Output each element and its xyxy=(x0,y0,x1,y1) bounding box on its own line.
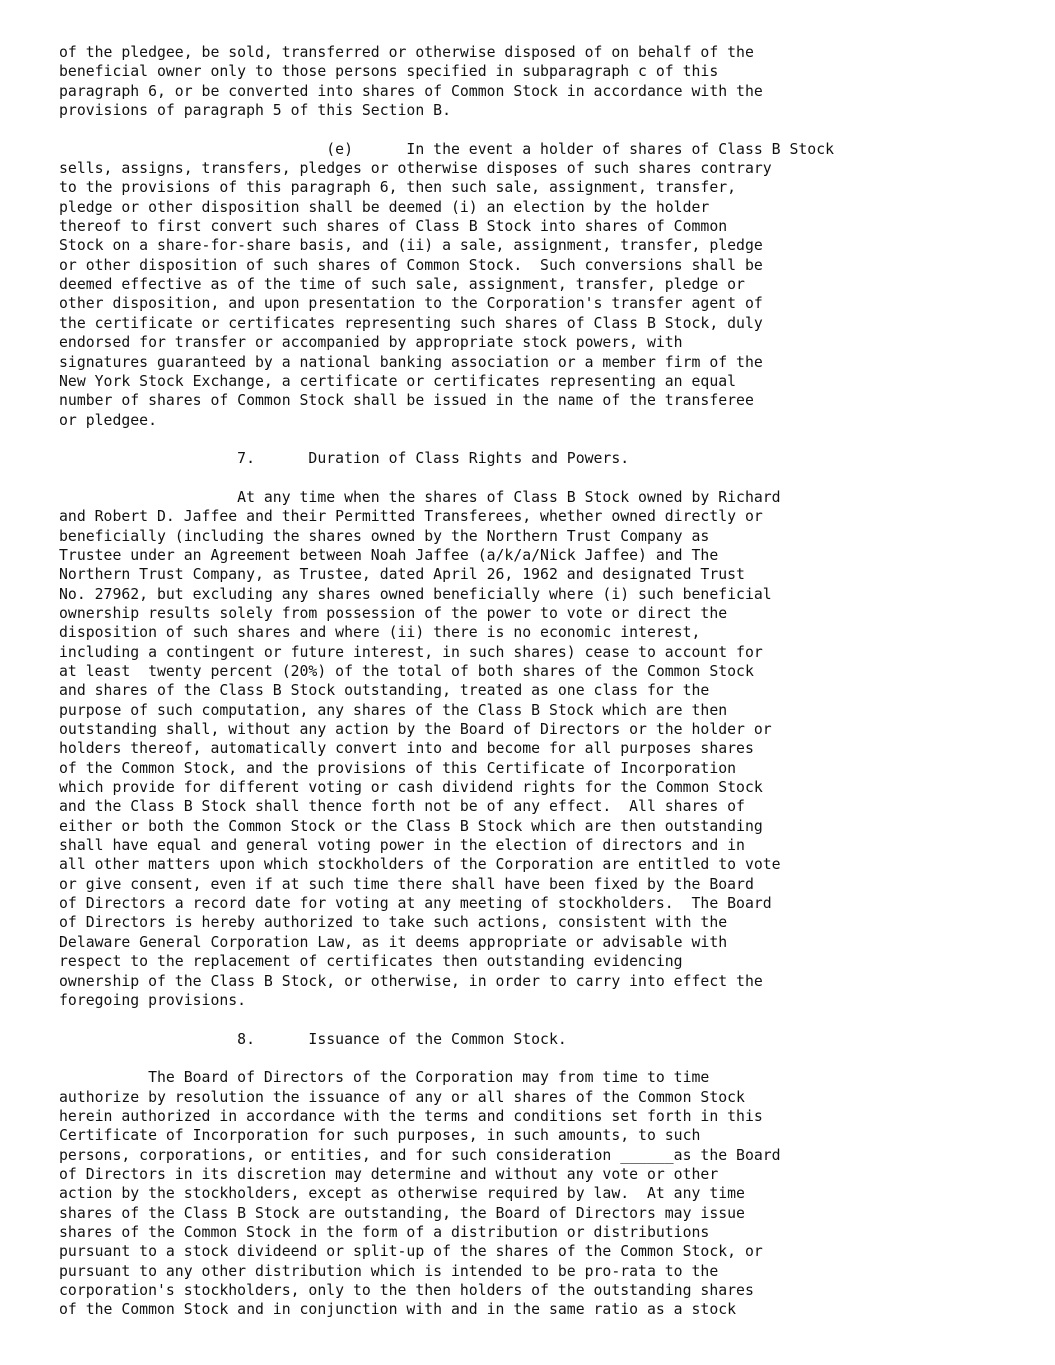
text-line: paragraph 6, or be converted into shares of Common Stock in accordance with the xyxy=(59,82,763,100)
text-line: authorize by resolution the issuance of any or all shares of the Common Stock xyxy=(59,1088,745,1106)
text-line: purpose of such computation, any shares of the Class B Stock which are then xyxy=(59,701,728,719)
text-line: number of shares of Common Stock shall be issued in the name of the transferee xyxy=(59,392,754,410)
paragraph-duration-class-rights xyxy=(59,488,1039,1010)
text-line: outstanding shall, without any action by the Board of Directors or the holder or xyxy=(59,721,772,739)
text-line: which provide for different voting or cash dividend rights for the Common Stock xyxy=(59,779,763,797)
text-line: or other disposition of such shares of Common Stock. Such conversions shall be xyxy=(59,256,763,274)
text-line: of Directors a record date for voting at any meeting of stockholders. The Board xyxy=(59,895,772,913)
text-line: of the pledgee, be sold, transferred or otherwise disposed of on behalf of the xyxy=(59,44,754,61)
paragraph-pledgee-continuation xyxy=(59,43,1039,120)
text-line: No. 27962, but excluding any shares owned beneficially where (i) such beneficial xyxy=(59,585,772,603)
text-line: shares of the Common Stock in the form of a distribution or distributions xyxy=(59,1223,710,1241)
text-line: and shares of the Class B Stock outstanding, treated as one class for the xyxy=(59,682,710,700)
text-line: holders thereof, automatically convert into and become for all purposes shares xyxy=(59,740,754,758)
paragraph-gap xyxy=(59,1010,1039,1029)
text-line: herein authorized in accordance with the terms and conditions set forth in this xyxy=(59,1107,763,1125)
text-line: of Directors in its discretion may determine and without any vote or other xyxy=(59,1165,719,1183)
text-line: Northern Trust Company, as Trustee, dated April 26, 1962 and designated Trust xyxy=(59,566,745,584)
text-line: corporation's stockholders, only to the then holders of the outstanding shares xyxy=(59,1282,754,1299)
section-heading-8: 8. Issuance of the Common Stock. xyxy=(59,1030,567,1048)
text-line: at least twenty percent (20%) of the total of both shares of the Common Stock xyxy=(59,663,754,680)
text-line: or give consent, even if at such time there shall have been fixed by the Board xyxy=(59,875,754,893)
text-line: beneficial owner only to those persons specified in subparagraph c of this xyxy=(59,63,719,81)
document-page xyxy=(59,43,1039,1320)
text-line: provisions of paragraph 5 of this Section B. xyxy=(59,102,451,120)
text-line: At any time when the shares of Class B Stock owned by Richard xyxy=(59,488,781,506)
section-heading-7: 7. Duration of Class Rights and Powers. xyxy=(59,450,630,468)
text-line: thereof to first convert such shares of Class B Stock into shares of Common xyxy=(59,218,728,236)
text-line: New York Stock Exchange, a certificate or certificates representing an equal xyxy=(59,372,737,390)
text-line: and the Class B Stock shall thence forth not be of any effect. All shares of xyxy=(59,798,745,816)
text-line: of the Common Stock, and the provisions of this Certificate of Incorporation xyxy=(59,759,737,777)
text-line: other disposition, and upon presentation to the Corporation's transfer agent of xyxy=(59,295,763,313)
text-line: of the Common Stock and in conjunction with and in the same ratio as a stock xyxy=(59,1301,737,1319)
text-line: persons, corporations, or entities, and for such consideration ______as the Board xyxy=(59,1146,781,1164)
text-line: or pledgee. xyxy=(59,411,157,429)
text-line: signatures guaranteed by a national banking association or a member firm of the xyxy=(59,353,763,371)
text-line: sells, assigns, transfers, pledges or otherwise disposes of such shares contrary xyxy=(59,160,772,178)
paragraph-gap xyxy=(59,120,1039,139)
paragraph-issuance-common-stock xyxy=(59,1068,1039,1319)
text-line: either or both the Common Stock or the Class B Stock which are then outstanding xyxy=(59,817,763,835)
paragraph-gap xyxy=(59,469,1039,488)
text-line: shall have equal and general voting power in the election of directors and in xyxy=(59,837,745,855)
text-line: pursuant to any other distribution which is intended to be pro-rata to the xyxy=(59,1262,719,1280)
text-line: action by the stockholders, except as otherwise required by law. At any time xyxy=(59,1185,745,1203)
text-line: Delaware General Corporation Law, as it deems appropriate or advisable with xyxy=(59,933,728,951)
text-line: Stock on a share-for-share basis, and (ii) a sale, assignment, transfer, pledge xyxy=(59,237,763,255)
text-line: disposition of such shares and where (ii) there is no economic interest, xyxy=(59,624,701,642)
text-line: endorsed for transfer or accompanied by appropriate stock powers, with xyxy=(59,334,683,352)
text-line: shares of the Class B Stock are outstanding, the Board of Directors may issue xyxy=(59,1204,745,1222)
text-line: deemed effective as of the time of such sale, assignment, transfer, pledge or xyxy=(59,276,745,294)
text-line: the certificate or certificates representing such shares of Class B Stock, duly xyxy=(59,314,763,332)
text-line: (e) In the event a holder of shares of Class B Stock xyxy=(59,140,835,158)
paragraph-gap xyxy=(59,1049,1039,1068)
text-line: pledge or other disposition shall be deemed (i) an election by the holder xyxy=(59,198,710,216)
text-line: including a contingent or future interest, in such shares) cease to account for xyxy=(59,643,763,661)
text-line: beneficially (including the shares owned by the Northern Trust Company as xyxy=(59,527,710,545)
text-line: Certificate of Incorporation for such purposes, in such amounts, to such xyxy=(59,1127,701,1145)
text-line: respect to the replacement of certificates then outstanding evidencing xyxy=(59,953,683,971)
text-line: and Robert D. Jaffee and their Permitted Transferees, whether owned directly or xyxy=(59,508,763,526)
paragraph-gap xyxy=(59,430,1039,449)
text-line: pursuant to a stock divideend or split-up of the shares of the Common Stock, or xyxy=(59,1243,763,1261)
paragraph-e-transfer-contrary xyxy=(59,140,1039,430)
text-line: ownership of the Class B Stock, or otherwise, in order to carry into effect the xyxy=(59,972,763,990)
text-line: ownership results solely from possession of the power to vote or direct the xyxy=(59,604,728,622)
text-line: Trustee under an Agreement between Noah Jaffee (a/k/a/Nick Jaffee) and The xyxy=(59,546,719,564)
text-line: all other matters upon which stockholders of the Corporation are entitled to vote xyxy=(59,856,781,874)
text-line: of Directors is hereby authorized to take such actions, consistent with the xyxy=(59,914,728,932)
text-line: foregoing provisions. xyxy=(59,991,247,1009)
text-line: to the provisions of this paragraph 6, then such sale, assignment, transfer, xyxy=(59,179,737,197)
text-line: The Board of Directors of the Corporation may from time to time xyxy=(59,1069,710,1087)
